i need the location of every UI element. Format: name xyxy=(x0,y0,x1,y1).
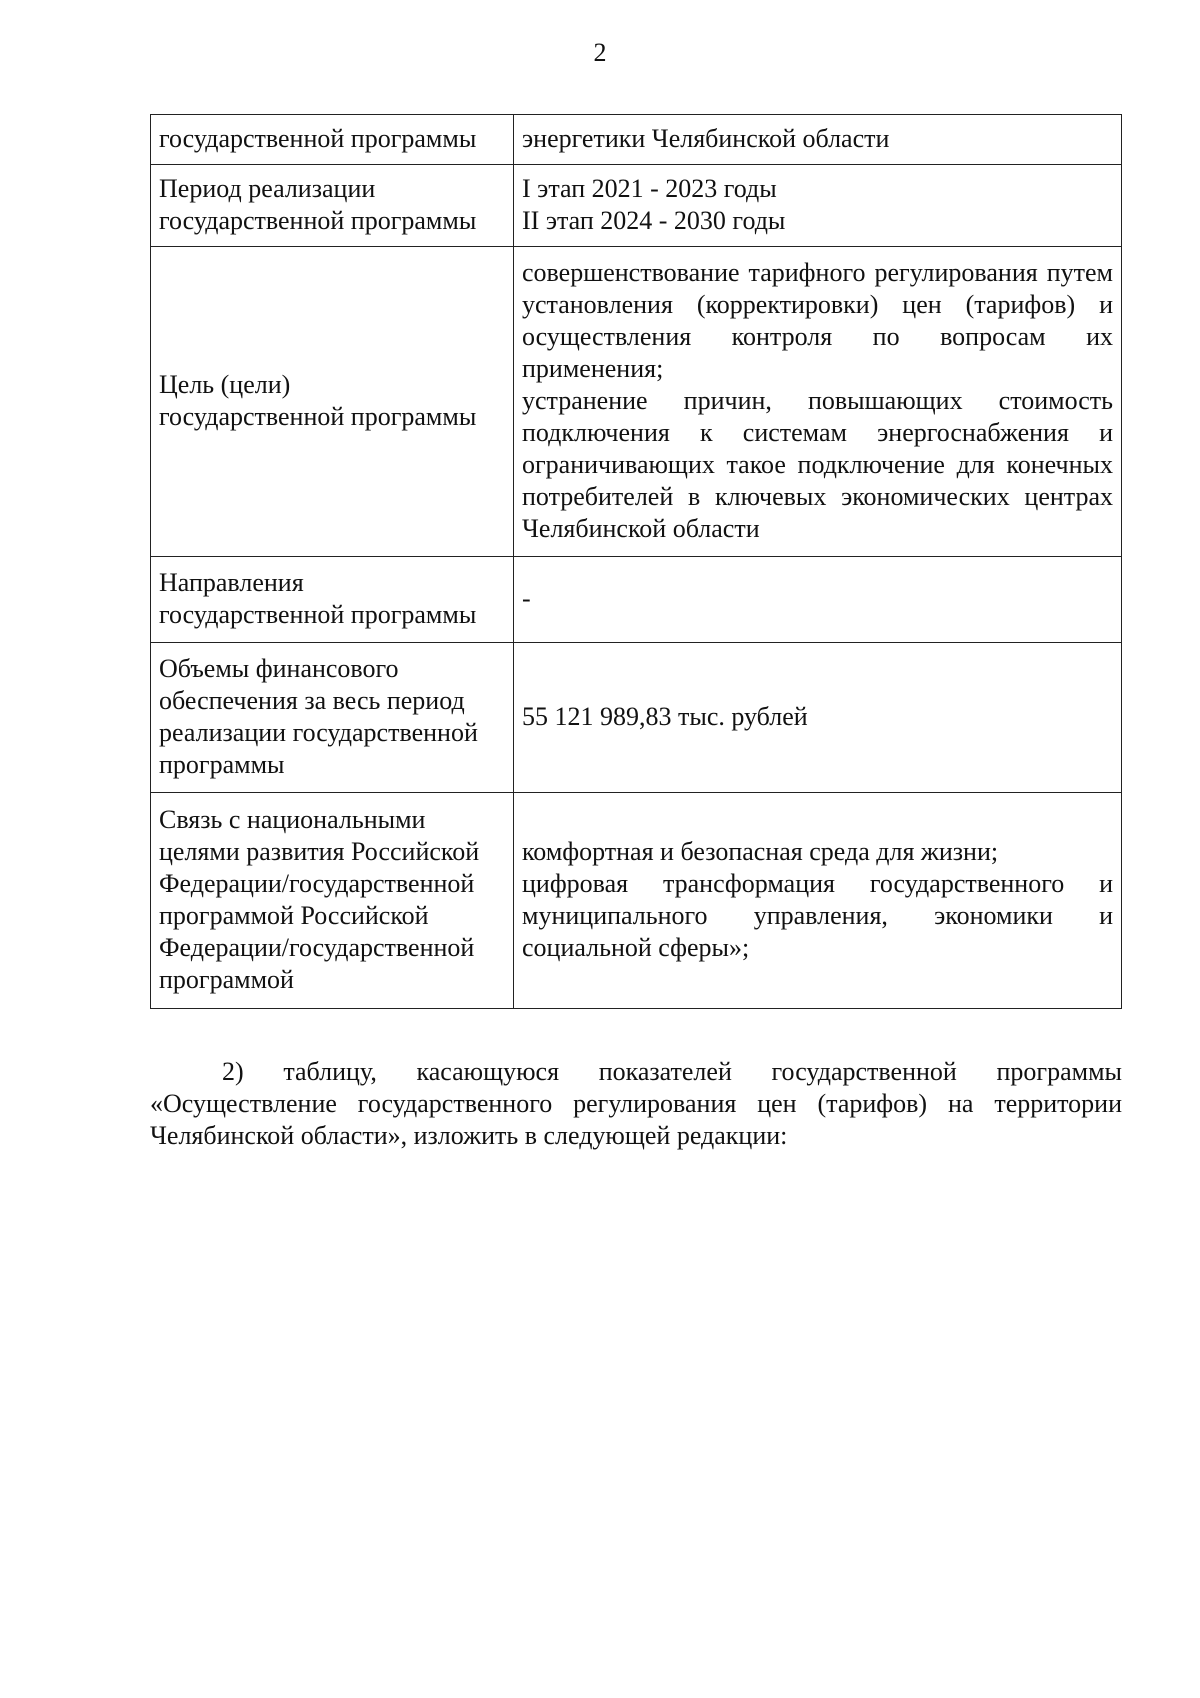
row-label-line: Федерации/государственной xyxy=(159,868,475,898)
row-label-line: Объемы финансового xyxy=(159,653,399,683)
table-row xyxy=(151,557,1122,643)
page-number: 2 xyxy=(593,38,607,67)
row-label-line: программой xyxy=(159,964,294,994)
row-label-line: государственной программы xyxy=(159,599,477,629)
program-passport-table xyxy=(150,114,1122,1009)
row-value xyxy=(514,165,1122,247)
row-label-line: реализации государственной xyxy=(159,717,478,747)
row-value-line: энергетики Челябинской области xyxy=(522,123,890,153)
row-label xyxy=(151,793,514,1009)
row-label xyxy=(151,643,514,793)
row-label-line: обеспечения за весь период xyxy=(159,685,465,715)
row-label-line: Связь с национальными xyxy=(159,804,426,834)
row-label-line: программой Российской xyxy=(159,900,429,930)
table-row xyxy=(151,643,1122,793)
row-value xyxy=(514,643,1122,793)
table-row xyxy=(151,247,1122,557)
row-label-line: государственной программы xyxy=(159,401,477,431)
row-value-line: - xyxy=(522,583,531,613)
row-label xyxy=(151,165,514,247)
row-label-line: Период реализации xyxy=(159,173,376,203)
row-value xyxy=(514,793,1122,1009)
row-label xyxy=(151,115,514,165)
table-row xyxy=(151,165,1122,247)
row-label-line: Федерации/государственной xyxy=(159,932,475,962)
row-label-line: Цель (цели) xyxy=(159,369,291,399)
row-value xyxy=(514,247,1122,557)
row-label-line: Направления xyxy=(159,567,304,597)
row-value-paragraph: цифровая трансформация государственного и муниципального управления, экономики и социальной сферы»; xyxy=(522,868,1113,962)
row-value xyxy=(514,557,1122,643)
row-value-line: II этап 2024 - 2030 годы xyxy=(522,205,786,235)
row-label-line: государственной программы xyxy=(159,123,477,153)
row-label xyxy=(151,557,514,643)
row-value-paragraph: совершенствование тарифного регулирования путем установления (корректировки) цен (тарифов) и осуществления контроля по вопросам их применения; xyxy=(522,257,1113,383)
row-value xyxy=(514,115,1122,165)
table-row xyxy=(151,115,1122,165)
body-paragraph: 2) таблицу, касающуюся показателей государственной программы «Осуществление государственного регулирования цен (тарифов) на территории Челябинской области», изложить в следующей редакции: xyxy=(150,1057,1122,1150)
row-value-line: I этап 2021 - 2023 годы xyxy=(522,173,777,203)
row-value-line: 55 121 989,83 тыс. рублей xyxy=(522,701,808,731)
row-value-paragraph: комфортная и безопасная среда для жизни; xyxy=(522,836,999,866)
table-row xyxy=(151,793,1122,1009)
row-label xyxy=(151,247,514,557)
row-label-line: целями развития Российской xyxy=(159,836,480,866)
row-value-paragraph: устранение причин, повышающих стоимость подключения к системам энергоснабжения и ограничивающих такое подключение для конечных потребителей в ключевых экономических центрах Челябинской области xyxy=(522,385,1113,543)
row-label-line: программы xyxy=(159,749,285,779)
row-label-line: государственной программы xyxy=(159,205,477,235)
